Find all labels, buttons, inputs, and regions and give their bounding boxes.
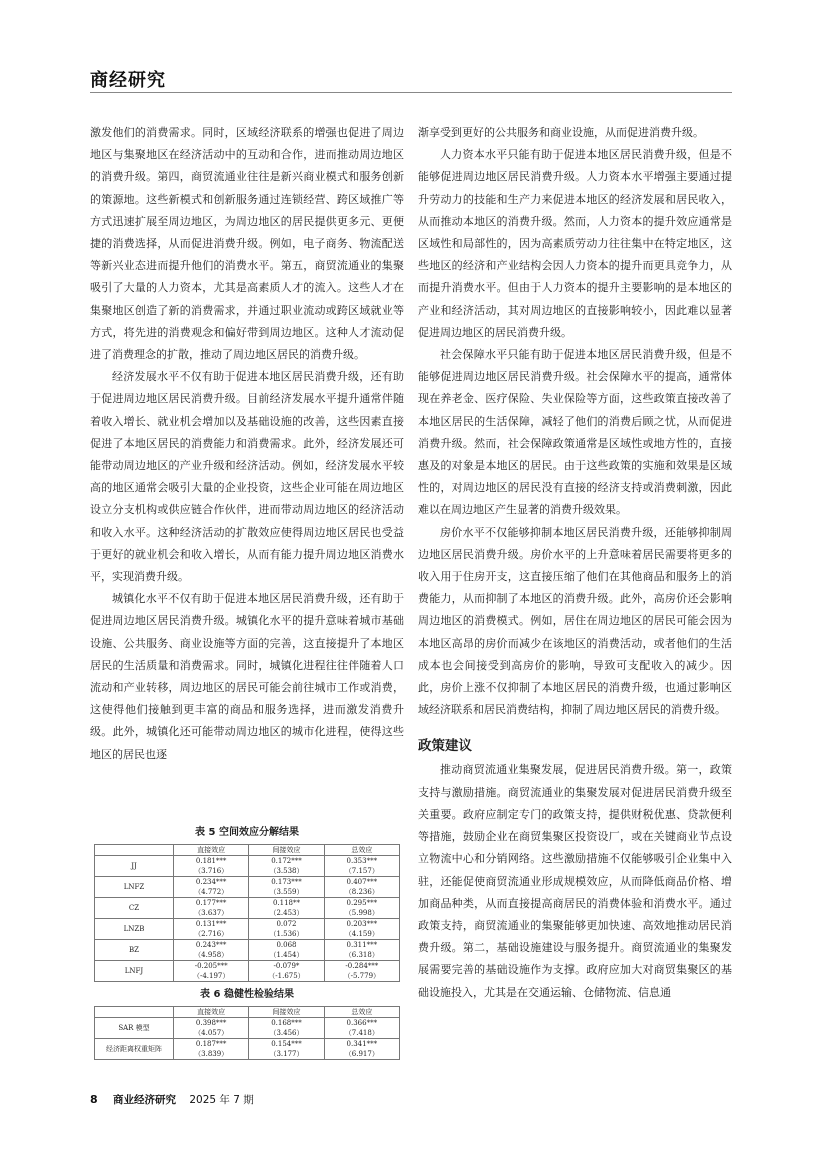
t-stat-value: （2.453）	[269, 909, 304, 917]
table-cell	[249, 877, 324, 898]
coef-value: 0.072	[276, 920, 297, 928]
coef-value: 0.295***	[346, 899, 378, 907]
coef-value: 0.172***	[271, 857, 302, 865]
coef-value: 0.311***	[346, 941, 378, 949]
row-label: JJ	[95, 856, 174, 877]
table-cell	[249, 856, 324, 877]
t-stat-value: （8.236）	[344, 888, 379, 896]
t-stat-value: （3.637）	[194, 909, 229, 917]
table-row	[95, 1039, 400, 1060]
coef-value: 0.181***	[195, 857, 227, 865]
coef-value: 0.118**	[272, 899, 301, 907]
t-stat-value: （-4.197）	[192, 972, 230, 980]
header-cell	[95, 845, 174, 856]
t-stat-value: （-1.675）	[268, 972, 305, 980]
row-label: LNZB	[95, 919, 174, 940]
page-number: 8	[90, 1093, 98, 1106]
table-cell	[324, 1018, 399, 1039]
coef-value: 0.068	[276, 941, 297, 949]
table-5-block	[94, 823, 400, 982]
issue-label: 2025 年 7 期	[189, 1094, 254, 1106]
coef-value: 0.398***	[195, 1019, 227, 1027]
table-cell	[174, 961, 249, 982]
table-cell	[174, 1018, 249, 1039]
body-paragraph: 激发他们的消费需求。同时，区域经济联系的增强也促进了周边地区与集聚地区在经济活动中的互动和合作，进而推动周边地区的消费升级。第四，商贸流通业往往是新兴商业模式和服务创新的策源地。这些新模式和创新服务通过连锁经营、跨区域推广等方式迅速扩展至周边地区，为周边地区的居民提供更多元、更便捷的消费选择，从而促进消费升级。例如，电子商务、物流配送等新兴业态进而提升他们的消费水平。第五，商贸流通业的集聚吸引了大量的人力资本，尤其是高素质人才的流入。这些人才在集聚地区创造了新的消费需求，并通过职业流动或跨区域就业等方式，将先进的消费观念和偏好带到周边地区。这种人才流动促进了消费理念的扩散，推动了周边地区居民的消费升级。	[90, 126, 404, 362]
journal-name: 商业经济研究	[113, 1094, 176, 1106]
t-stat-value: （7.418）	[344, 1029, 379, 1037]
table-cell	[324, 877, 399, 898]
t-stat-value: （1.536）	[269, 930, 304, 938]
coef-value: 0.177***	[195, 899, 227, 907]
header-divider	[90, 92, 732, 93]
coef-value: 0.234***	[195, 878, 227, 886]
coef-value: 0.366***	[346, 1019, 378, 1027]
coef-value: -0.079*	[273, 962, 300, 970]
body-paragraph: 社会保障水平只能有助于促进本地区居民消费升级，但是不能够促进周边地区居民消费升级。社会保障水平的提高，通常体现在养老金、医疗保险、失业保险等方面，这些政策直接改善了本地区居民的生活保障，减轻了他们的消费后顾之忧，从而促进消费升级。然而，社会保障政策通常是区域性或地方性的，直接惠及的对象是本地区的居民。由于这些政策的实施和效果是区域性的，对周边地区的居民没有直接的经济支持或消费刺激，因此难以在周边地区产生显著的消费升级效果。	[418, 348, 732, 517]
table-cell	[174, 940, 249, 961]
header-cell	[95, 1007, 174, 1018]
t-stat-value: （3.839）	[194, 1050, 229, 1058]
coef-value: 0.243***	[195, 941, 227, 949]
t-stat-value: （-5.779）	[343, 972, 381, 980]
coef-value: 0.173***	[271, 878, 302, 886]
coef-value: 0.407***	[346, 878, 378, 886]
t-stat-value: （3.559）	[269, 888, 304, 896]
row-label: LNFJ	[95, 961, 174, 982]
header-cell: 总效应	[324, 845, 399, 856]
t-stat-value: （5.998）	[344, 909, 379, 917]
body-paragraph: 推动商贸流通业集聚发展，促进居民消费升级。第一，政策支持与激励措施。商贸流通业的集聚发展对促进居民消费升级至关重要。政府应制定专门的政策支持，提供财税优惠、贷款便利等措施，鼓励企业在商贸集聚区投资设厂，或在关键商业节点设立物流中心和分销网络。这些激励措施不仅能够吸引企业集中入驻，还能促使商贸流通业形成规模效应，从而降低商品价格、增加商品种类，从而直接提高商居民的消费体验和消费水平。通过政策支持，商贸流通业的集聚能够更加快速、高效地推动居民消费升级。第二，基础设施建设与服务提升。商贸流通业的集聚发展需要完善的基础设施作为支撑。政府应加大对商贸集聚区的基础设施投入，尤其是在交通运输、仓储物流、信息通	[418, 763, 732, 999]
table-cell	[174, 877, 249, 898]
table-cell	[249, 1039, 324, 1060]
table-row	[95, 1018, 400, 1039]
coef-value: -0.205***	[194, 962, 228, 970]
t-stat-value: （4.958）	[194, 951, 229, 959]
row-label: 经济距离权重矩阵	[95, 1039, 174, 1060]
row-label: LNFZ	[95, 877, 174, 898]
section-heading-policy: 政策建议	[418, 738, 472, 755]
t-stat-value: （1.454）	[269, 951, 304, 959]
table-5	[94, 844, 400, 982]
header-cell: 间接效应	[249, 845, 324, 856]
body-paragraph: 城镇化水平不仅有助于促进本地区居民消费升级，还有助于促进周边地区居民消费升级。城镇化水平的提升意味着城市基础设施、公共服务、商业设施等方面的完善，这直接提升了本地区居民的生活质量和消费需求。同时，城镇化进程往往伴随着人口流动和产业转移，周边地区的居民可能会前往城市工作或消费，这使得他们接触到更丰富的商品和服务选择，进而激发消费升级。此外，城镇化还可能带动周边地区的城市化进程，使得这些地区的居民也逐	[90, 592, 404, 761]
right-text-column	[418, 122, 732, 1004]
header-cell: 直接效应	[174, 1007, 249, 1018]
t-stat-value: （7.157）	[344, 867, 379, 875]
left-text-column	[90, 122, 404, 766]
table-cell	[324, 940, 399, 961]
t-stat-value: （4.772）	[194, 888, 229, 896]
table-row	[95, 898, 400, 919]
table-cell	[324, 1039, 399, 1060]
table-cell	[249, 919, 324, 940]
t-stat-value: （4.057）	[194, 1029, 229, 1037]
coef-value: 0.187***	[195, 1040, 227, 1048]
header-cell: 间接效应	[249, 1007, 324, 1018]
row-label: SAR 模型	[95, 1018, 174, 1039]
coef-value: 0.168***	[271, 1019, 302, 1027]
row-label: BZ	[95, 940, 174, 961]
table-row	[95, 961, 400, 982]
t-stat-value: （6.917）	[344, 1050, 379, 1058]
coef-value: 0.353***	[346, 857, 378, 865]
table-cell	[249, 1018, 324, 1039]
body-paragraph: 经济发展水平不仅有助于促进本地区居民消费升级，还有助于促进周边地区居民消费升级。目前经济发展水平提升通常伴随着收入增长、就业机会增加以及基础设施的改善，这些因素直接促进了本地区居民的消费能力和消费需求。此外，经济发展还可能带动周边地区的产业升级和经济活动。例如，经济发展水平较高的地区通常会吸引大量的企业投资，这些企业可能在周边地区设立分支机构或供应链合作伙伴，进而带动周边地区的经济活动和收入水平。这种经济活动的扩散效应使得周边地区居民也受益于更好的就业机会和收入增长，从而有能力提升周边地区消费水平，实现消费升级。	[90, 370, 404, 584]
table-6-block	[94, 985, 400, 1060]
table-6	[94, 1006, 400, 1060]
t-stat-value: （6.318）	[344, 951, 379, 959]
body-paragraph: 房价水平不仅能够抑制本地区居民消费升级，还能够抑制周边地区居民消费升级。房价水平的上升意味着居民需要将更多的收入用于住房开支，这直接压缩了他们在其他商品和服务上的消费能力，从而抑制了本地区的消费升级。此外，高房价还会影响周边地区的消费模式。例如，居住在周边地区的居民可能会因为本地区高昂的房价而减少在该地区的消费活动，或者他们的生活成本也会间接受到高房价的影响，导致可支配收入的减少。因此，房价上涨不仅抑制了本地区居民的消费升级，也通过影响区域经济联系和居民消费结构，抑制了周边地区居民的消费升级。	[418, 525, 732, 717]
table-row	[95, 919, 400, 940]
table-cell	[249, 940, 324, 961]
body-paragraph: 渐享受到更好的公共服务和商业设施，从而促进消费升级。	[418, 126, 704, 139]
coef-value: 0.131***	[195, 920, 227, 928]
table-cell	[324, 898, 399, 919]
t-stat-value: （3.456）	[269, 1029, 304, 1037]
table-row	[95, 856, 400, 877]
coef-value: -0.284***	[345, 962, 379, 970]
t-stat-value: （3.538）	[269, 867, 304, 875]
table-cell	[324, 961, 399, 982]
table-cell	[324, 919, 399, 940]
table-5-caption: 表 5 空间效应分解结果	[195, 827, 299, 838]
t-stat-value: （4.159）	[344, 930, 379, 938]
table-row	[95, 940, 400, 961]
table-cell	[174, 919, 249, 940]
t-stat-value: （3.177）	[269, 1050, 304, 1058]
t-stat-value: （2.716）	[194, 930, 229, 938]
table-cell	[174, 1039, 249, 1060]
t-stat-value: （3.716）	[194, 867, 229, 875]
table-cell	[174, 856, 249, 877]
table-cell	[249, 898, 324, 919]
header-cell: 直接效应	[174, 845, 249, 856]
table-6-caption: 表 6 稳健性检验结果	[200, 989, 294, 1000]
table-header-row	[95, 1007, 400, 1018]
coef-value: 0.154***	[271, 1040, 302, 1048]
table-cell	[324, 856, 399, 877]
table-header-row	[95, 845, 400, 856]
journal-section-title: 商经研究	[90, 70, 166, 91]
row-label: CZ	[95, 898, 174, 919]
header-cell: 总效应	[324, 1007, 399, 1018]
table-cell	[174, 898, 249, 919]
page-footer	[90, 1092, 254, 1107]
body-paragraph: 人力资本水平只能有助于促进本地区居民消费升级，但是不能够促进周边地区居民消费升级。人力资本水平增强主要通过提升劳动力的技能和生产力来促进本地区的经济发展和居民收入，从而推动本地区的消费升级。然而，人力资本的提升效应通常是区域性和局部性的，因为高素质劳动力往往集中在特定地区，这些地区的经济和产业结构会因人力资本的提升而更具竞争力，从而提升消费水平。但由于人力资本的提升主要影响的是本地区的产业和经济活动，其对周边地区的直接影响较小，因此难以显著促进周边地区的居民消费升级。	[418, 148, 732, 339]
table-cell	[249, 961, 324, 982]
coef-value: 0.341***	[346, 1040, 378, 1048]
coef-value: 0.203***	[346, 920, 378, 928]
table-row	[95, 877, 400, 898]
